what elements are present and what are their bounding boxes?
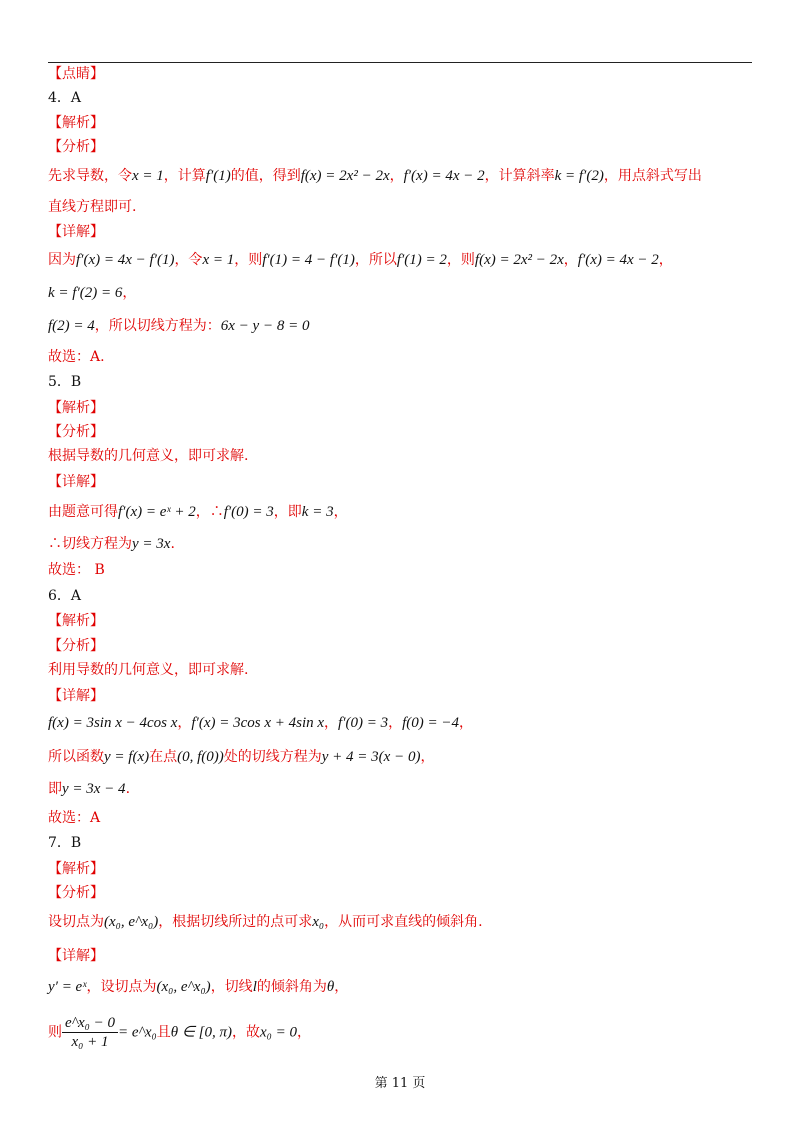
math: (x₀, e^x₀) <box>104 914 159 930</box>
math: f(x) = 3sin x − 4cos x <box>48 715 178 731</box>
answer-5: 5．B <box>48 374 82 390</box>
text: 设切点为 <box>48 914 104 930</box>
text: ，用点斜式写出 <box>603 168 702 184</box>
math: f(x) = 2x² − 2x <box>474 252 564 268</box>
text: ， <box>333 504 348 520</box>
detail-line-1 <box>48 713 473 733</box>
math: 6x − y − 8 = 0 <box>220 318 310 334</box>
text: 则 <box>48 1024 62 1041</box>
text: 的值，得到 <box>230 168 301 184</box>
answer-4: 4．A <box>48 90 82 106</box>
text: ，∴ <box>195 504 224 520</box>
heading-fenxi: 【分析】 <box>48 885 104 901</box>
heading-xiangjie: 【详解】 <box>48 688 104 704</box>
text: ，即 <box>273 504 302 520</box>
text: 处的切线方程为 <box>223 749 322 765</box>
text: ， <box>563 252 578 268</box>
text: ，所以切线方程为： <box>94 318 221 334</box>
heading-jiexi: 【解析】 <box>48 400 104 416</box>
heading-fenxi: 【分析】 <box>48 424 104 440</box>
math: k = f′(2) <box>554 168 604 184</box>
text: ，根据切线所过的点可求 <box>158 914 313 930</box>
math: f′(x) = 3cos x + 4sin x <box>191 715 325 731</box>
text: 由题意可得 <box>48 504 118 520</box>
math: f′(x) = 4x − f′(1) <box>76 252 175 268</box>
text: . <box>170 536 175 552</box>
heading-jiexi: 【解析】 <box>48 861 104 877</box>
text: ， <box>122 285 137 301</box>
text: ，则 <box>234 252 263 268</box>
heading-dianjing: 【点睛】 <box>48 66 104 82</box>
detail-line-2 <box>48 1014 311 1051</box>
answer-7: 7．B <box>48 835 82 851</box>
text: 即 <box>48 781 62 797</box>
text: 且 <box>156 1024 171 1041</box>
text: 在点 <box>149 749 178 765</box>
choice-4: 故选：A. <box>48 349 105 365</box>
text: ， <box>334 979 349 995</box>
text: 的倾斜角为 <box>256 979 327 995</box>
text: ∴切线方程为 <box>48 536 132 552</box>
analysis-line <box>48 912 483 932</box>
detail-line-1 <box>48 502 348 522</box>
math: x₀ = 0 <box>260 1024 298 1041</box>
heading-fenxi: 【分析】 <box>48 638 104 654</box>
math: y = 3x <box>132 536 171 552</box>
math: θ ∈ [0, π) <box>170 1024 233 1041</box>
math: y′ = eˣ <box>48 979 87 995</box>
text: ，所以 <box>354 252 397 268</box>
heading-xiangjie: 【详解】 <box>48 474 104 490</box>
math: f′(1) = 2 <box>396 252 447 268</box>
text: ，从而可求直线的倾斜角. <box>324 914 483 930</box>
heading-fenxi: 【分析】 <box>48 139 104 155</box>
analysis-line: 根据导数的几何意义，即可求解. <box>48 448 249 464</box>
math: f′(0) = 3 <box>223 504 274 520</box>
math: y = f(x) <box>104 749 150 765</box>
choice-6: 故选：A <box>48 810 101 826</box>
detail-line-1 <box>48 977 348 997</box>
math: f(0) = −4 <box>402 715 459 731</box>
header-rule <box>48 62 752 63</box>
detail-line-3 <box>48 316 309 336</box>
math: f′(x) = eˣ + 2 <box>118 504 196 520</box>
text: ， <box>459 715 473 731</box>
text: ，令 <box>174 252 203 268</box>
math: x = 1 <box>132 168 164 184</box>
text: ，计算 <box>163 168 206 184</box>
math: f′(x) = 4x − 2 <box>577 252 659 268</box>
math: f′(1) = 4 − f′(1) <box>262 252 355 268</box>
math: l <box>252 979 257 995</box>
analysis-line-2: 直线方程即可. <box>48 199 137 215</box>
denominator: x₀ + 1 <box>71 1034 109 1050</box>
text: ， <box>177 715 192 731</box>
text: ， <box>297 1024 312 1041</box>
fraction <box>62 1014 118 1051</box>
detail-line-2 <box>48 534 175 554</box>
text: 所以函数 <box>48 749 104 765</box>
math: (0, f(0)) <box>177 749 224 765</box>
numerator: e^x₀ − 0 <box>62 1014 118 1033</box>
math: f(x) = 2x² − 2x <box>300 168 390 184</box>
math: f′(x) = 4x − 2 <box>403 168 485 184</box>
page-footer: 第 11 页 <box>374 1076 426 1091</box>
text: ， <box>388 715 403 731</box>
text: 因为 <box>48 252 76 268</box>
math: f(2) = 4 <box>48 318 95 334</box>
analysis-line: 利用导数的几何意义，即可求解. <box>48 662 249 678</box>
text: . <box>125 781 131 797</box>
math: x = 1 <box>202 252 235 268</box>
heading-jiexi: 【解析】 <box>48 613 104 629</box>
math: θ <box>326 979 335 995</box>
math: f′(1) <box>205 168 231 184</box>
heading-xiangjie: 【详解】 <box>48 948 104 964</box>
text: ， <box>658 252 673 268</box>
math: = e^x₀ <box>117 1024 157 1041</box>
math: y + 4 = 3(x − 0) <box>321 749 421 765</box>
detail-line-3 <box>48 779 130 799</box>
text: ， <box>324 715 339 731</box>
detail-line-2 <box>48 283 136 303</box>
detail-line-2 <box>48 747 434 767</box>
math: y = 3x − 4 <box>62 781 126 797</box>
math: f′(0) = 3 <box>338 715 389 731</box>
text: ， <box>389 168 404 184</box>
math: (x₀, e^x₀) <box>156 979 211 995</box>
text: ，计算斜率 <box>484 168 555 184</box>
detail-line-1 <box>48 250 673 270</box>
answer-6: 6．A <box>48 588 82 604</box>
math: k = 3 <box>301 504 334 520</box>
text: ，切线 <box>210 979 253 995</box>
analysis-line-1 <box>48 166 702 186</box>
text: ，则 <box>446 252 475 268</box>
math: k = f′(2) = 6 <box>48 285 123 301</box>
choice-5: 故选： B <box>48 562 105 578</box>
heading-jiexi: 【解析】 <box>48 115 104 131</box>
heading-xiangjie: 【详解】 <box>48 224 104 240</box>
text: ，设切点为 <box>86 979 157 995</box>
text: 先求导数，令 <box>48 168 132 184</box>
text: ，故 <box>232 1024 261 1041</box>
math: x₀ <box>312 914 325 930</box>
text: ， <box>420 749 435 765</box>
